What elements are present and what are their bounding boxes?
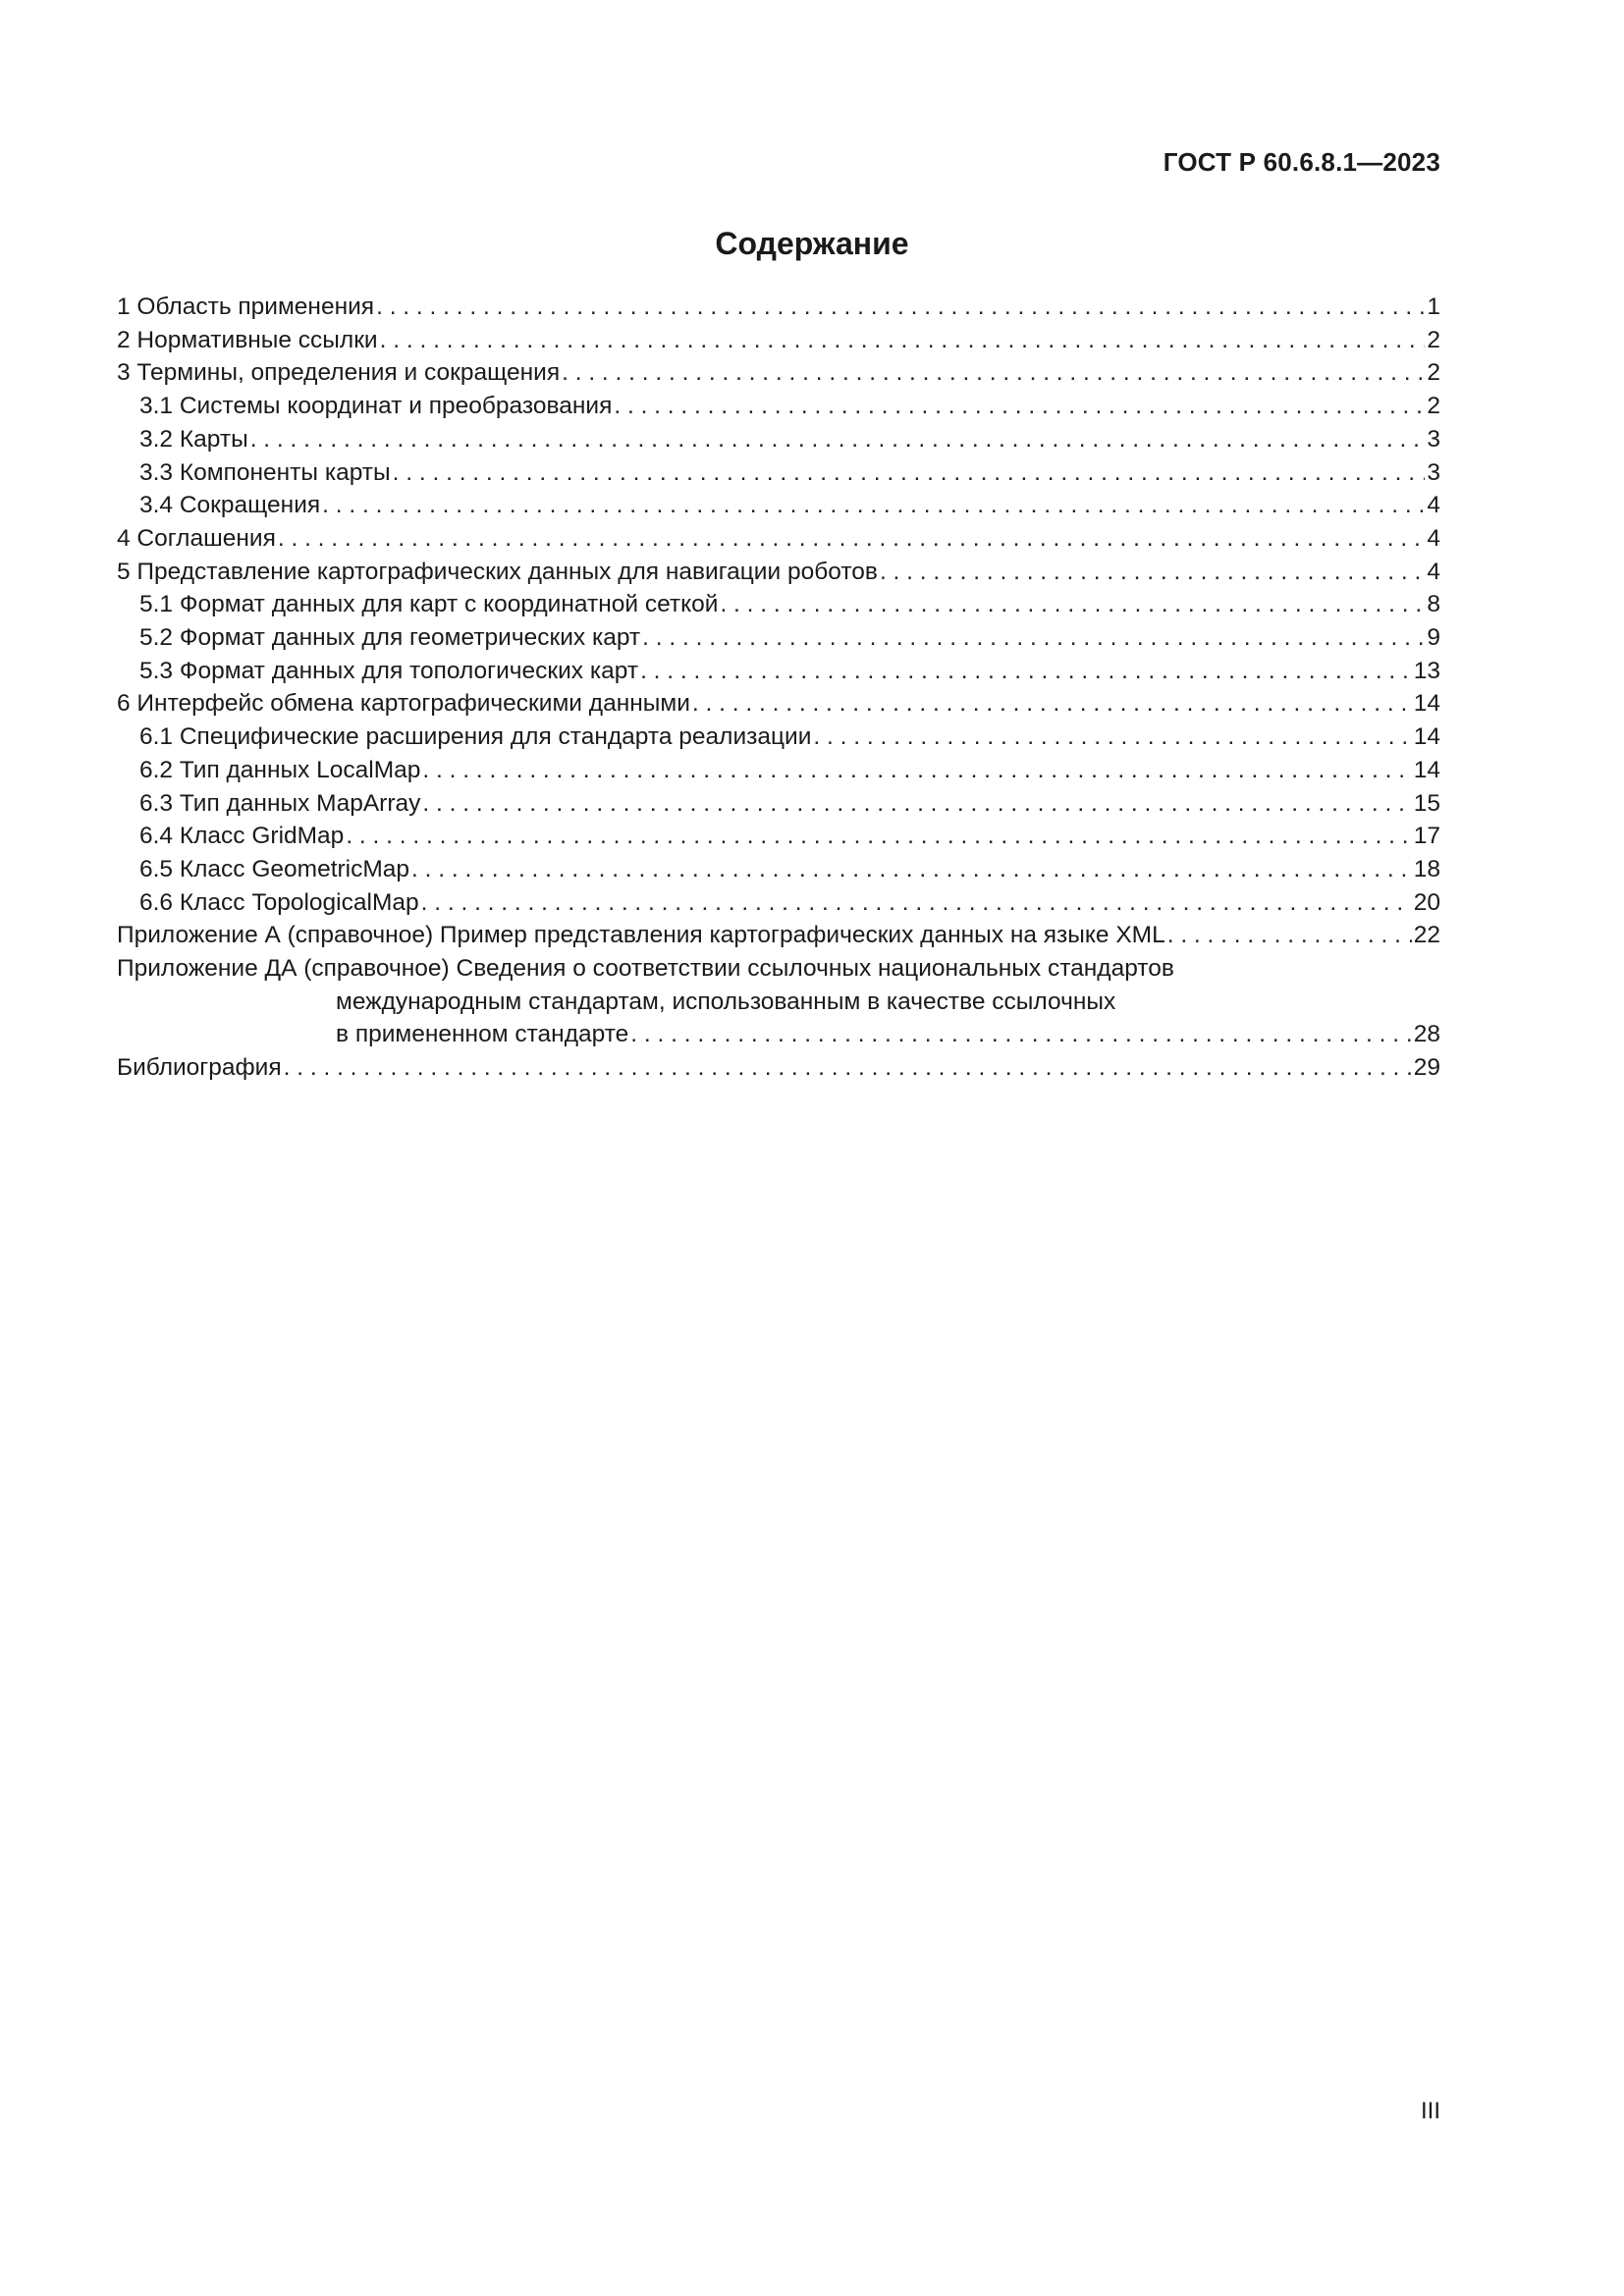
toc-entry-5-2[interactable] bbox=[117, 621, 1440, 655]
toc-entry-label: 3.1 Системы координат и преобразования bbox=[139, 393, 613, 420]
toc-entry-page: 4 bbox=[1427, 492, 1440, 519]
toc-entry-page: 9 bbox=[1427, 624, 1440, 652]
toc-entry-label: 1 Область применения bbox=[117, 294, 375, 320]
toc-leader-dots bbox=[322, 489, 1425, 522]
toc-entry-label: 6 Интерфейс обмена картографическими данными bbox=[117, 690, 690, 718]
toc-entry-2[interactable] bbox=[117, 324, 1440, 357]
table-of-contents bbox=[117, 291, 1440, 1085]
toc-leader-dots bbox=[422, 754, 1411, 787]
toc-entry-label: Приложение А (справочное) Пример представления картографических данных на языке XML bbox=[117, 922, 1165, 949]
toc-leader-dots bbox=[630, 1018, 1411, 1051]
toc-entry-page: 2 bbox=[1427, 326, 1440, 353]
toc-leader-dots bbox=[642, 621, 1425, 655]
toc-entry-page: 1 bbox=[1427, 294, 1440, 320]
toc-entry-page: 22 bbox=[1413, 922, 1440, 949]
toc-leader-dots bbox=[692, 687, 1412, 721]
document-code: ГОСТ Р 60.6.8.1—2023 bbox=[1163, 147, 1440, 177]
toc-leader-dots bbox=[614, 390, 1425, 423]
toc-leader-dots bbox=[421, 886, 1412, 920]
toc-leader-dots bbox=[346, 820, 1411, 853]
toc-entry-page: 3 bbox=[1427, 458, 1440, 486]
toc-entry-line bbox=[117, 952, 1440, 986]
toc-entry-label: 4 Соглашения bbox=[117, 524, 276, 552]
toc-entry-bibliography[interactable] bbox=[117, 1051, 1440, 1085]
toc-leader-dots bbox=[1167, 919, 1412, 952]
toc-entry-6-4[interactable] bbox=[117, 820, 1440, 853]
toc-leader-dots bbox=[376, 291, 1425, 324]
toc-entry-label: 3.2 Карты bbox=[139, 425, 248, 453]
toc-leader-dots bbox=[640, 655, 1412, 688]
toc-entry-appendix-da[interactable] bbox=[117, 952, 1440, 1051]
toc-entry-6-3[interactable] bbox=[117, 787, 1440, 821]
toc-entry-label: 6.2 Тип данных LocalMap bbox=[139, 756, 421, 783]
toc-entry-page: 2 bbox=[1427, 359, 1440, 387]
toc-entry-label: 3 Термины, определения и сокращения bbox=[117, 359, 561, 387]
toc-leader-dots bbox=[720, 588, 1425, 621]
toc-leader-dots bbox=[393, 456, 1426, 490]
toc-entry-4[interactable] bbox=[117, 522, 1440, 556]
toc-entry-page: 17 bbox=[1413, 823, 1440, 850]
toc-entry-page: 3 bbox=[1427, 425, 1440, 453]
toc-leader-dots bbox=[278, 522, 1426, 556]
toc-entry-page: 28 bbox=[1413, 1021, 1440, 1048]
toc-entry-5[interactable] bbox=[117, 556, 1440, 589]
toc-entry-5-1[interactable] bbox=[117, 588, 1440, 621]
toc-entry-line bbox=[117, 1018, 1440, 1051]
toc-entry-3[interactable] bbox=[117, 356, 1440, 390]
toc-entry-label: 6.6 Класс TopologicalMap bbox=[139, 888, 419, 916]
toc-entry-label: 5.3 Формат данных для топологических карт bbox=[139, 657, 639, 684]
toc-leader-dots bbox=[250, 423, 1426, 456]
toc-entry-label: Приложение ДА (справочное) Сведения о соответствии ссылочных национальных стандартов bbox=[117, 955, 1174, 983]
toc-entry-3-2[interactable] bbox=[117, 423, 1440, 456]
toc-entry-5-3[interactable] bbox=[117, 655, 1440, 688]
toc-entry-page: 4 bbox=[1427, 524, 1440, 552]
toc-entry-6-2[interactable] bbox=[117, 754, 1440, 787]
page-number: III bbox=[1420, 2098, 1440, 2124]
toc-entry-appendix-a[interactable] bbox=[117, 919, 1440, 952]
toc-entry-label: 6.1 Специфические расширения для стандарта реализации bbox=[139, 723, 812, 751]
toc-entry-label: 5 Представление картографических данных для навигации роботов bbox=[117, 558, 878, 585]
toc-entry-3-1[interactable] bbox=[117, 390, 1440, 423]
toc-entry-page: 20 bbox=[1413, 888, 1440, 916]
toc-entry-label: международным стандартам, использованным в качестве ссылочных bbox=[336, 988, 1116, 1015]
toc-entry-page: 29 bbox=[1413, 1054, 1440, 1082]
toc-entry-page: 2 bbox=[1427, 393, 1440, 420]
toc-entry-3-4[interactable] bbox=[117, 489, 1440, 522]
toc-entry-6-1[interactable] bbox=[117, 721, 1440, 754]
toc-entry-line bbox=[117, 986, 1440, 1019]
toc-entry-label: 3.4 Сокращения bbox=[139, 492, 321, 519]
toc-leader-dots bbox=[562, 356, 1425, 390]
toc-entry-1[interactable] bbox=[117, 291, 1440, 324]
toc-entry-label: 6.5 Класс GeometricMap bbox=[139, 855, 410, 882]
toc-leader-dots bbox=[284, 1051, 1412, 1085]
toc-entry-page: 14 bbox=[1413, 756, 1440, 783]
toc-entry-page: 15 bbox=[1413, 789, 1440, 817]
toc-leader-dots bbox=[422, 787, 1411, 821]
toc-entry-page: 14 bbox=[1413, 723, 1440, 751]
toc-entry-page: 4 bbox=[1427, 558, 1440, 585]
toc-entry-6-6[interactable] bbox=[117, 886, 1440, 920]
toc-leader-dots bbox=[813, 721, 1411, 754]
toc-entry-label: 5.2 Формат данных для геометрических карт bbox=[139, 624, 641, 652]
toc-leader-dots bbox=[380, 324, 1426, 357]
toc-entry-label: 6.3 Тип данных MapArray bbox=[139, 789, 421, 817]
toc-entry-6[interactable] bbox=[117, 687, 1440, 721]
toc-entry-label: 3.3 Компоненты карты bbox=[139, 458, 391, 486]
toc-entry-page: 8 bbox=[1427, 591, 1440, 618]
toc-entry-label: 6.4 Класс GridMap bbox=[139, 823, 345, 850]
toc-entry-label: 2 Нормативные ссылки bbox=[117, 326, 378, 353]
toc-title: Содержание bbox=[715, 226, 909, 261]
toc-entry-page: 14 bbox=[1413, 690, 1440, 718]
toc-entry-label: Библиография bbox=[117, 1054, 282, 1082]
toc-entry-3-3[interactable] bbox=[117, 456, 1440, 490]
toc-entry-page: 13 bbox=[1413, 657, 1440, 684]
toc-entry-6-5[interactable] bbox=[117, 853, 1440, 886]
toc-leader-dots bbox=[411, 853, 1412, 886]
toc-entry-label: в примененном стандарте bbox=[336, 1021, 629, 1048]
toc-entry-page: 18 bbox=[1413, 855, 1440, 882]
toc-leader-dots bbox=[880, 556, 1425, 589]
toc-entry-label: 5.1 Формат данных для карт с координатной сеткой bbox=[139, 591, 719, 618]
